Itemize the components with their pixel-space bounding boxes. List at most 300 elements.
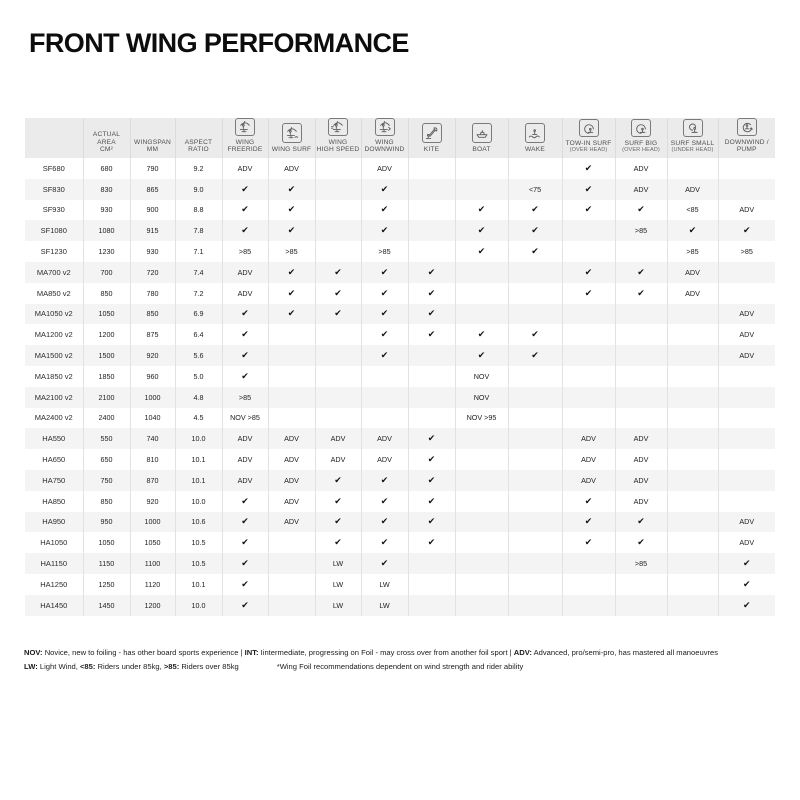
cell-wake: [508, 491, 562, 512]
cell-surf-small: [667, 366, 718, 387]
column-sublabel: (UNDER HEAD): [671, 147, 714, 154]
table-row: [25, 470, 775, 491]
cell-boat: NOV >95: [455, 408, 508, 429]
cell-wing-high-speed: [315, 324, 361, 345]
cell-wake: [508, 241, 562, 262]
cell-tow-in-surf: [562, 304, 615, 325]
cell-aspect-ratio: 10.5: [175, 553, 222, 574]
cell-kite: [408, 553, 455, 574]
column-label: WING: [235, 138, 255, 146]
cell-wing-freeride: [222, 304, 268, 325]
check-icon: ✔: [427, 433, 436, 444]
cell-wake: [508, 470, 562, 491]
legend-term: LW:: [24, 661, 38, 671]
cell-model: HA550: [25, 428, 83, 449]
cell-aspect-ratio: 9.2: [175, 158, 222, 179]
cell-surf-big: [615, 241, 667, 262]
cell-surf-big: [615, 532, 667, 553]
cell-surf-small: [667, 345, 718, 366]
check-icon: ✔: [427, 516, 436, 527]
cell-aspect-ratio: 7.4: [175, 262, 222, 283]
cell-downwind-pump: ADV: [718, 324, 775, 345]
cell-boat: [455, 262, 508, 283]
cell-kite: [408, 220, 455, 241]
cell-wing-freeride: [222, 220, 268, 241]
cell-model: MA1050 v2: [25, 304, 83, 325]
cell-actual-area: 850: [83, 283, 130, 304]
cell-surf-big: [615, 304, 667, 325]
column-label-line2: CM²: [99, 146, 114, 154]
cell-wing-surf: [268, 220, 315, 241]
cell-tow-in-surf: [562, 283, 615, 304]
cell-wing-surf: [268, 304, 315, 325]
cell-wing-downwind: [361, 179, 408, 200]
column-header-model: [25, 118, 83, 158]
downwind-pump-icon: [737, 118, 757, 136]
check-icon: ✔: [531, 329, 539, 340]
cell-tow-in-surf: [562, 200, 615, 221]
check-icon: ✔: [637, 287, 645, 298]
cell-wing-downwind: ADV: [361, 428, 408, 449]
check-icon: ✔: [334, 495, 342, 506]
cell-surf-big: [615, 345, 667, 366]
check-icon: ✔: [742, 558, 751, 569]
check-icon: ✔: [427, 266, 436, 277]
column-header-surf-small: [667, 118, 718, 158]
cell-downwind-pump: [718, 220, 775, 241]
performance-table-wrap: [25, 118, 775, 616]
cell-kite: [408, 366, 455, 387]
cell-aspect-ratio: 7.2: [175, 283, 222, 304]
cell-wake: [508, 262, 562, 283]
legend-term: >85:: [163, 661, 180, 671]
cell-boat: [455, 304, 508, 325]
cell-boat: [455, 512, 508, 533]
column-label: WAKE: [525, 146, 545, 154]
cell-model: MA2100 v2: [25, 387, 83, 408]
cell-wing-freeride: [222, 324, 268, 345]
cell-wing-downwind: [361, 283, 408, 304]
cell-wing-surf: [268, 345, 315, 366]
check-icon: ✔: [584, 495, 593, 506]
cell-actual-area: 1850: [83, 366, 130, 387]
cell-wing-high-speed: [315, 158, 361, 179]
table-header: [25, 118, 775, 158]
cell-surf-small: ADV: [667, 262, 718, 283]
check-icon: ✔: [334, 516, 342, 527]
cell-boat: [455, 595, 508, 616]
cell-wing-downwind: [361, 470, 408, 491]
cell-wake: [508, 408, 562, 429]
column-header-surf-big: [615, 118, 667, 158]
cell-surf-big: [615, 512, 667, 533]
cell-wingspan: 915: [130, 220, 175, 241]
cell-wing-high-speed: ADV: [315, 428, 361, 449]
check-icon: ✔: [241, 329, 249, 340]
cell-model: HA1250: [40, 579, 68, 589]
cell-surf-small: [667, 595, 718, 616]
header-row: [25, 118, 775, 158]
check-icon: ✔: [380, 495, 389, 506]
cell-surf-small: >85: [667, 241, 718, 262]
check-icon: ✔: [287, 308, 296, 319]
cell-wing-downwind: [361, 408, 408, 429]
check-icon: ✔: [380, 474, 389, 485]
cell-downwind-pump: [718, 262, 775, 283]
column-label: SURF BIG: [624, 139, 658, 147]
cell-wing-high-speed: LW: [315, 595, 361, 616]
cell-wingspan: 920: [130, 491, 175, 512]
column-sublabel: (OVER HEAD): [622, 147, 660, 154]
cell-downwind-pump: ADV: [718, 304, 775, 325]
column-label: WINGSPAN: [133, 138, 171, 146]
check-icon: ✔: [427, 329, 436, 340]
column-label-line2: PUMP: [736, 146, 757, 154]
check-icon: ✔: [380, 287, 389, 298]
legend-text: Advanced, pro/semi-pro, has mastered all manoeuvres: [531, 648, 719, 657]
cell-wing-surf: [268, 366, 315, 387]
check-icon: ✔: [241, 537, 249, 548]
table-row: [25, 449, 775, 470]
column-label: WING: [375, 138, 394, 146]
cell-tow-in-surf: [562, 241, 615, 262]
cell-wing-freeride: ADV: [222, 158, 268, 179]
cell-downwind-pump: [718, 595, 775, 616]
check-icon: ✔: [637, 204, 645, 215]
cell-surf-big: >85: [615, 553, 667, 574]
cell-surf-big: ADV: [615, 470, 667, 491]
check-icon: ✔: [477, 225, 486, 236]
cell-wing-downwind: [361, 200, 408, 221]
cell-surf-big: ADV: [615, 449, 667, 470]
cell-wing-surf: [268, 553, 315, 574]
surf-big-icon: [631, 119, 651, 137]
cell-surf-small: [667, 220, 718, 241]
cell-downwind-pump: ADV: [718, 200, 775, 221]
check-icon: ✔: [380, 350, 389, 361]
legend-line-2: [24, 660, 776, 674]
check-icon: ✔: [427, 308, 436, 319]
check-icon: ✔: [241, 578, 249, 589]
cell-surf-big: [615, 574, 667, 595]
cell-boat: [455, 220, 508, 241]
cell-downwind-pump: [718, 408, 775, 429]
cell-wing-high-speed: [315, 366, 361, 387]
cell-kite: [408, 408, 455, 429]
legend-line-1: [24, 646, 776, 660]
cell-downwind-pump: [718, 158, 775, 179]
check-icon: ✔: [380, 537, 389, 548]
cell-kite: [408, 241, 455, 262]
cell-wing-freeride: [222, 366, 268, 387]
legend-notes: [24, 646, 776, 673]
cell-actual-area: 1200: [83, 324, 130, 345]
legend-text: Light Wind,: [37, 661, 80, 671]
cell-wing-surf: ADV: [268, 449, 315, 470]
cell-wing-freeride: [222, 532, 268, 553]
legend-term: <85:: [80, 661, 96, 671]
column-label-line2: FREERIDE: [227, 146, 263, 154]
check-icon: ✔: [584, 183, 593, 194]
cell-wingspan: 720: [130, 262, 175, 283]
cell-wing-surf: [268, 262, 315, 283]
cell-wingspan: 930: [130, 241, 175, 262]
check-icon: ✔: [584, 266, 593, 277]
cell-wing-surf: [268, 387, 315, 408]
cell-kite: [408, 470, 455, 491]
cell-wake: [508, 532, 562, 553]
cell-boat: NOV: [455, 387, 508, 408]
cell-wing-surf: ADV: [268, 158, 315, 179]
column-header-kite: [408, 118, 455, 158]
cell-wing-downwind: [361, 387, 408, 408]
cell-wingspan: 1100: [130, 553, 175, 574]
wake-icon: [525, 123, 545, 143]
cell-wing-surf: [268, 200, 315, 221]
wing-surf-icon: [282, 123, 302, 143]
column-header-aspect-ratio: [175, 118, 222, 158]
cell-wing-downwind: LW: [361, 574, 408, 595]
cell-wing-freeride: [222, 179, 268, 200]
cell-wingspan: 850: [130, 304, 175, 325]
check-icon: ✔: [241, 225, 249, 236]
table-row: [25, 532, 775, 553]
cell-surf-big: [615, 324, 667, 345]
cell-wingspan: 920: [130, 345, 175, 366]
cell-wake: [508, 387, 562, 408]
cell-surf-big: ADV: [615, 428, 667, 449]
check-icon: ✔: [241, 495, 249, 506]
cell-wingspan: 740: [130, 428, 175, 449]
cell-downwind-pump: [718, 179, 775, 200]
check-icon: ✔: [241, 370, 249, 381]
check-icon: ✔: [531, 350, 539, 361]
cell-wing-freeride: [222, 574, 268, 595]
check-icon: ✔: [742, 578, 751, 589]
cell-wing-surf: [268, 574, 315, 595]
cell-actual-area: 1450: [83, 595, 130, 616]
cell-surf-small: [667, 324, 718, 345]
cell-model: HA650: [42, 455, 66, 465]
cell-wake: [508, 345, 562, 366]
check-icon: ✔: [241, 308, 249, 319]
column-header-wing-freeride: [222, 118, 268, 158]
cell-wing-high-speed: [315, 262, 361, 283]
cell-kite: [408, 179, 455, 200]
cell-aspect-ratio: 7.8: [175, 220, 222, 241]
check-icon: ✔: [531, 204, 539, 215]
cell-kite: [408, 345, 455, 366]
cell-wingspan: 1120: [130, 574, 175, 595]
column-header-wingspan: [130, 118, 175, 158]
cell-surf-small: [667, 532, 718, 553]
cell-boat: [455, 428, 508, 449]
cell-wake: [508, 324, 562, 345]
check-icon: ✔: [637, 516, 645, 527]
cell-boat: [455, 241, 508, 262]
cell-surf-big: [615, 408, 667, 429]
cell-tow-in-surf: [562, 595, 615, 616]
column-header-wing-downwind: [361, 118, 408, 158]
cell-downwind-pump: [718, 283, 775, 304]
table-row: [25, 200, 775, 221]
check-icon: ✔: [477, 329, 486, 340]
tow-in-surf-icon: [579, 119, 599, 137]
cell-wing-freeride: NOV >85: [222, 408, 268, 429]
cell-model: HA1450: [25, 595, 83, 616]
wing-high-speed-icon: [328, 118, 348, 136]
check-icon: ✔: [742, 225, 751, 236]
cell-wing-high-speed: ADV: [315, 449, 361, 470]
cell-actual-area: 680: [83, 158, 130, 179]
check-icon: ✔: [380, 329, 389, 340]
cell-wing-high-speed: [315, 179, 361, 200]
check-icon: ✔: [427, 287, 436, 298]
table-row: [25, 158, 775, 179]
check-icon: ✔: [241, 516, 249, 527]
check-icon: ✔: [477, 204, 486, 215]
cell-downwind-pump: [718, 470, 775, 491]
cell-aspect-ratio: 10.1: [175, 449, 222, 470]
legend-abbreviations: [24, 662, 239, 671]
cell-surf-big: [615, 387, 667, 408]
cell-actual-area: 1250: [83, 574, 130, 595]
cell-wake: [508, 158, 562, 179]
cell-downwind-pump: [718, 387, 775, 408]
column-header-wake: [508, 118, 562, 158]
cell-boat: [455, 345, 508, 366]
check-icon: ✔: [287, 266, 296, 277]
cell-boat: [455, 324, 508, 345]
cell-wing-surf: [268, 408, 315, 429]
cell-tow-in-surf: [562, 262, 615, 283]
cell-kite: [408, 200, 455, 221]
cell-kite: [408, 449, 455, 470]
cell-wing-freeride: [222, 595, 268, 616]
cell-aspect-ratio: 6.9: [175, 304, 222, 325]
cell-surf-small: [667, 574, 718, 595]
cell-actual-area: 1500: [83, 345, 130, 366]
cell-kite: [408, 304, 455, 325]
cell-surf-small: [667, 491, 718, 512]
cell-wingspan: 960: [130, 366, 175, 387]
table-row: [25, 345, 775, 366]
cell-wingspan: 790: [130, 158, 175, 179]
check-icon: ✔: [637, 266, 645, 277]
cell-kite: [408, 158, 455, 179]
cell-wing-surf: [268, 595, 315, 616]
cell-wing-high-speed: [315, 387, 361, 408]
cell-wing-downwind: [361, 491, 408, 512]
cell-wing-downwind: [361, 262, 408, 283]
check-icon: ✔: [531, 246, 539, 257]
legend-term: NOV:: [24, 648, 43, 657]
check-icon: ✔: [334, 308, 342, 319]
cell-wake: [508, 304, 562, 325]
cell-aspect-ratio: 5.6: [175, 345, 222, 366]
cell-model: SF680: [42, 163, 65, 173]
check-icon: ✔: [287, 225, 296, 236]
cell-wing-downwind: [361, 512, 408, 533]
cell-wing-surf: [268, 179, 315, 200]
cell-model: MA2400 v2: [34, 413, 73, 423]
cell-wing-high-speed: [315, 200, 361, 221]
cell-model: HA1050: [40, 538, 68, 548]
cell-kite: [408, 387, 455, 408]
cell-wake: [508, 574, 562, 595]
cell-wing-downwind: [361, 345, 408, 366]
cell-wingspan: 900: [130, 200, 175, 221]
cell-model: MA1500 v2: [25, 345, 83, 366]
cell-actual-area: 830: [83, 179, 130, 200]
column-label-line2: DOWNWIND: [364, 146, 405, 154]
cell-wing-high-speed: [315, 512, 361, 533]
cell-surf-small: [667, 470, 718, 491]
cell-model: HA750: [25, 470, 83, 491]
cell-wing-surf: ADV: [268, 512, 315, 533]
cell-boat: [455, 491, 508, 512]
table-row: [25, 491, 775, 512]
check-icon: ✔: [688, 225, 697, 236]
cell-wing-downwind: [361, 304, 408, 325]
cell-wing-downwind: [361, 366, 408, 387]
cell-surf-big: [615, 200, 667, 221]
cell-boat: [455, 283, 508, 304]
cell-wing-freeride: ADV: [222, 449, 268, 470]
cell-aspect-ratio: 4.8: [175, 387, 222, 408]
cell-wing-high-speed: LW: [315, 574, 361, 595]
cell-wing-surf: [268, 283, 315, 304]
cell-wingspan: 780: [130, 283, 175, 304]
column-sublabel: (OVER HEAD): [569, 147, 608, 154]
cell-wing-downwind: LW: [361, 595, 408, 616]
cell-surf-small: [667, 512, 718, 533]
cell-model: SF930: [42, 205, 65, 215]
cell-aspect-ratio: 10.5: [175, 532, 222, 553]
cell-wing-surf: ADV: [268, 428, 315, 449]
cell-tow-in-surf: ADV: [562, 470, 615, 491]
check-icon: ✔: [334, 537, 342, 548]
cell-kite: [408, 324, 455, 345]
cell-model: MA1850 v2: [34, 371, 73, 381]
cell-boat: NOV: [455, 366, 508, 387]
cell-wing-high-speed: [315, 470, 361, 491]
cell-downwind-pump: ADV: [718, 512, 775, 533]
cell-wake: [508, 428, 562, 449]
performance-table: [25, 118, 775, 616]
cell-wing-downwind: ADV: [361, 158, 408, 179]
cell-model: MA700 v2: [25, 262, 83, 283]
check-icon: ✔: [584, 204, 593, 215]
cell-wing-downwind: >85: [361, 241, 408, 262]
cell-wake: [508, 200, 562, 221]
cell-kite: [408, 532, 455, 553]
cell-wing-surf: [268, 324, 315, 345]
table-row: [25, 387, 775, 408]
cell-actual-area: 2100: [83, 387, 130, 408]
column-label: ASPECT RATIO: [184, 138, 213, 154]
cell-wingspan: 1000: [130, 512, 175, 533]
cell-wing-downwind: [361, 324, 408, 345]
cell-model: HA1150: [25, 553, 83, 574]
cell-tow-in-surf: [562, 387, 615, 408]
cell-tow-in-surf: [562, 158, 615, 179]
table-row: [25, 574, 775, 595]
check-icon: ✔: [742, 599, 751, 610]
check-icon: ✔: [287, 204, 296, 215]
column-header-tow-in-surf: [562, 118, 615, 158]
legend-text: Iintermediate, progressing on Foil - may cross over from another foil sport |: [258, 648, 514, 657]
